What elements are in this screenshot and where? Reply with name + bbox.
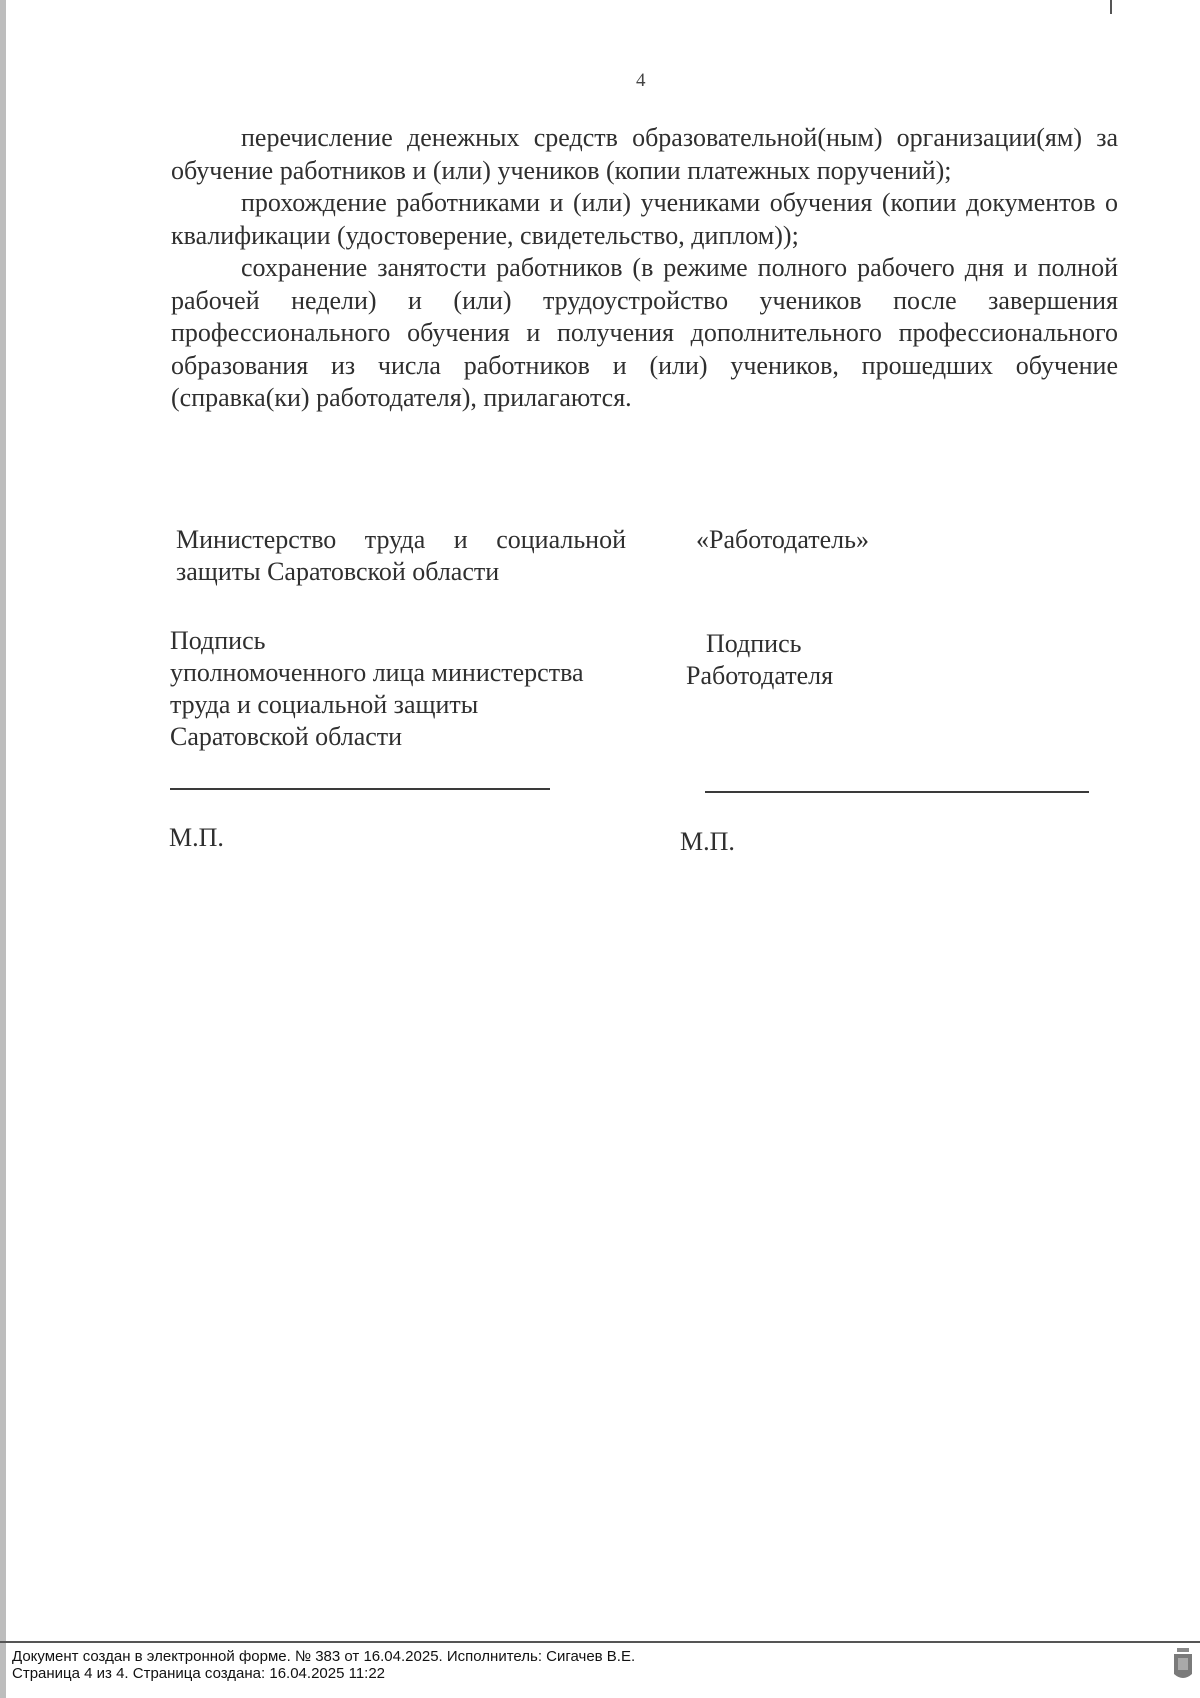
document-body	[171, 122, 1118, 415]
page-number: 4	[636, 70, 646, 91]
paragraph-employment-retention: сохранение занятости работников (в режиме полного рабочего дня и полной рабочей недели) и (или) трудоустройство учеников после завершения профессионального обучения и получения дополнительного профессионального образования из числа работников и (или) учеников, прошедших обучение (справка(ки) работодателя), прилагаются.	[171, 253, 1118, 412]
left-signature-caption	[170, 625, 640, 753]
paragraph-training-completion: прохождение работниками и (или) учениками обучения (копии документов о квалификации (удостоверение, свидетельство, диплом));	[171, 188, 1118, 250]
right-sign-line-1: Подпись	[706, 629, 802, 658]
left-seal-place: М.П.	[169, 823, 224, 852]
right-signature-line	[705, 791, 1089, 793]
left-sign-line-1: Подпись	[170, 626, 266, 655]
right-party-name: «Работодатель»	[696, 525, 869, 554]
paragraph-payment-transfer: перечисление денежных средств образовательной(ным) организации(ям) за обучение работников и (или) учеников (копии платежных поручений);	[171, 123, 1118, 185]
footer-divider	[0, 1641, 1200, 1643]
right-signature-caption	[686, 628, 833, 692]
right-sign-line-2: Работодателя	[686, 661, 834, 690]
left-sign-line-4: Саратовской области	[170, 722, 403, 751]
left-party-name	[176, 524, 626, 588]
footer-line-1: Документ создан в электронной форме. № 383 от 16.04.2025. Исполнитель: Сигачев В.Е.	[12, 1648, 636, 1665]
scan-mark	[1110, 0, 1112, 14]
coat-of-arms-icon	[1173, 1648, 1193, 1682]
footer	[12, 1648, 635, 1682]
left-sign-line-2: уполномоченного лица министерства	[170, 658, 584, 687]
right-seal-place: М.П.	[680, 827, 735, 856]
left-party-line-2: защиты Саратовской области	[176, 557, 500, 586]
left-sign-line-3: труда и социальной защиты	[170, 690, 479, 719]
left-party-line-1: Министерство труда и социальной	[176, 525, 626, 554]
left-signature-line	[170, 788, 550, 790]
footer-line-2: Страница 4 из 4. Страница создана: 16.04.2025 11:22	[12, 1665, 386, 1682]
